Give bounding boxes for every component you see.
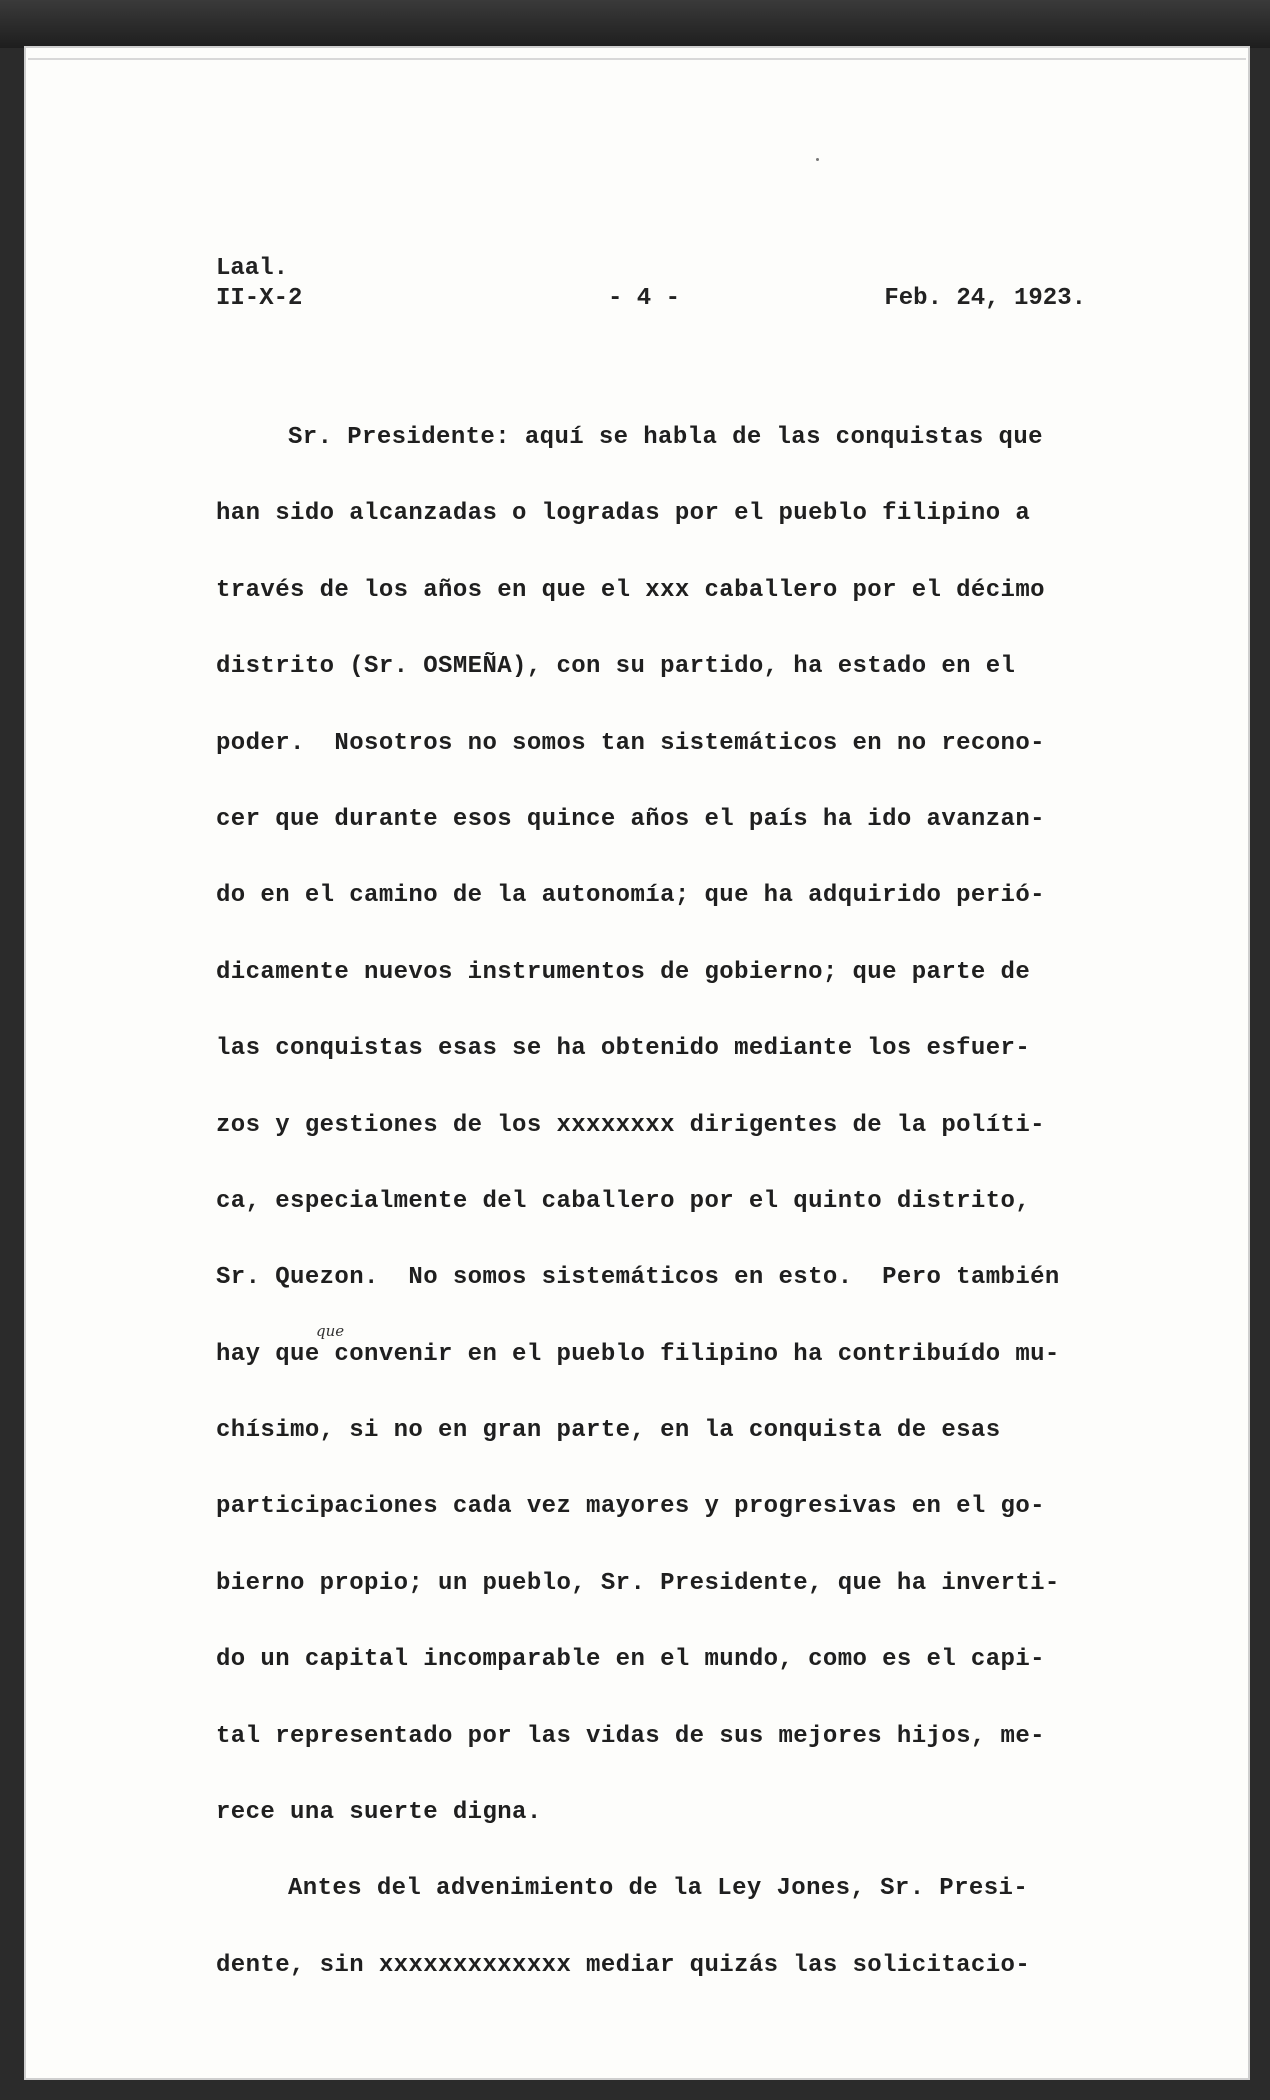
text-line: han sido alcanzadas o logradas por el pueblo filipino a — [216, 500, 1031, 528]
text-line: do en el camino de la autonomía; que ha adquirido perió- — [216, 882, 1045, 910]
text-line: través de los años en que el xxx caballero por el décimo — [216, 576, 1045, 604]
text-line: hay que convenir en el pueblo filipino ha contribuído mu- — [216, 1340, 1060, 1368]
text-line: Sr. Quezon. No somos sistemáticos en esto. Pero también — [216, 1264, 1060, 1292]
text-line: chísimo, si no en gran parte, en la conquista de esas — [216, 1417, 1001, 1445]
page-number: - 4 - — [608, 285, 681, 312]
document-body — [216, 424, 1096, 2028]
text-line: Sr. Presidente: aquí se habla de las conquistas que — [288, 424, 1043, 451]
text-line: Antes del advenimiento de la Ley Jones, Sr. Presi- — [288, 1875, 1029, 1903]
header-initials: Laal. — [216, 255, 289, 282]
text-line: zos y gestiones de los xxxxxxxx dirigentes de la políti- — [216, 1111, 1045, 1139]
header-reference: II-X-2 — [216, 285, 303, 312]
paragraph — [216, 1875, 1096, 2028]
text-line: dicamente nuevos instrumentos de gobierno; que parte de — [216, 958, 1031, 986]
text-line: do un capital incomparable en el mundo, como es el capi- — [216, 1646, 1045, 1674]
header-date: Feb. 24, 1923. — [884, 285, 1086, 312]
text-line: las conquistas esas se ha obtenido mediante los esfuer- — [216, 1035, 1031, 1063]
text-line: dente, sin xxxxxxxxxxxxx mediar quizás las solicitacio- — [216, 1951, 1031, 1979]
text-line: distrito (Sr. OSMEÑA), con su partido, ha estado en el — [216, 653, 1016, 681]
paragraph — [216, 424, 1096, 1875]
header-left-block — [216, 254, 302, 314]
text-line: participaciones cada vez mayores y progresivas en el go- — [216, 1493, 1045, 1521]
text-line: ca, especialmente del caballero por el quinto distrito, — [216, 1187, 1031, 1215]
scan-border — [0, 0, 1270, 48]
text-line: tal representado por las vidas de sus mejores hijos, me- — [216, 1722, 1045, 1750]
text-line: cer que durante esos quince años el país ha ido avanzan- — [216, 805, 1045, 833]
handwritten-insertion: que — [316, 1322, 345, 1340]
page-crease — [28, 58, 1246, 60]
paper-speck — [816, 158, 819, 161]
text-line: rece una suerte digna. — [216, 1799, 542, 1827]
text-line: bierno propio; un pueblo, Sr. Presidente, que ha inverti- — [216, 1569, 1060, 1597]
text-line: poder. Nosotros no somos tan sistemáticos en no recono- — [216, 729, 1045, 757]
